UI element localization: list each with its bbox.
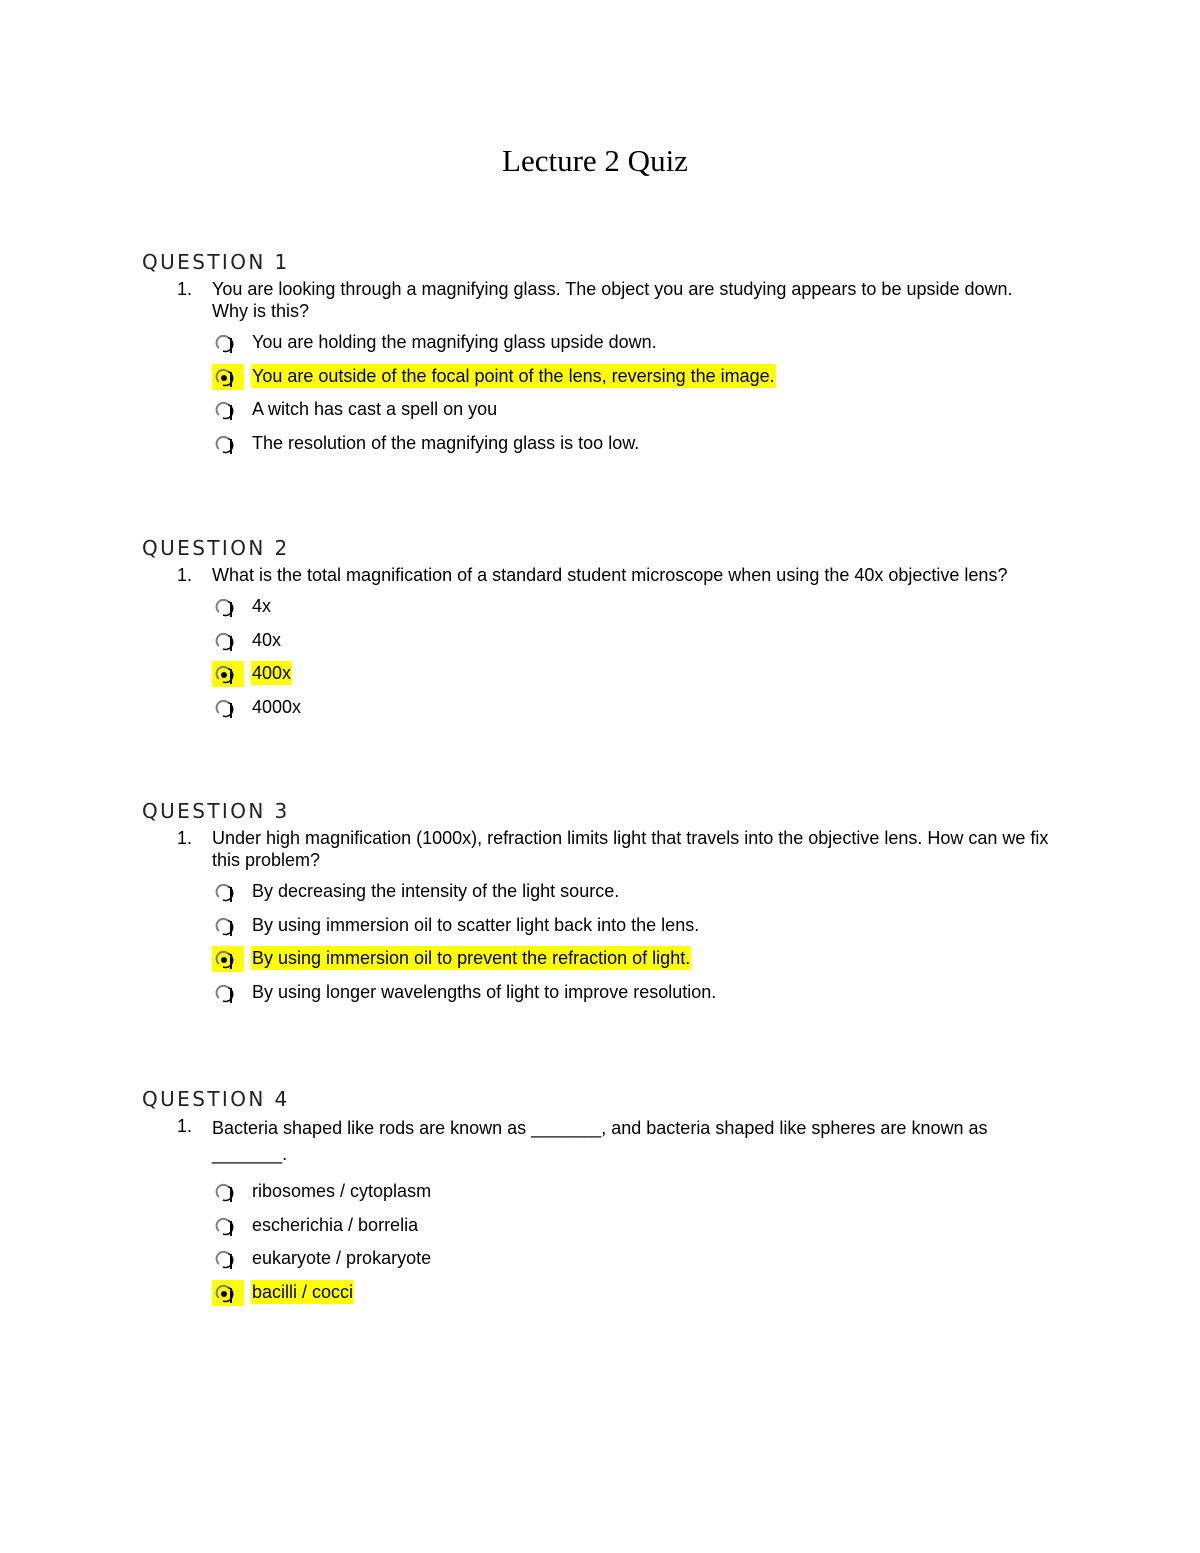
answer-options	[142, 330, 1082, 464]
radio-button[interactable]	[212, 1280, 244, 1306]
radio-button[interactable]	[212, 913, 244, 939]
question-number: 1.	[177, 1116, 193, 1136]
radio-button[interactable]	[212, 1213, 244, 1239]
answer-option[interactable]	[142, 330, 1082, 364]
answer-option[interactable]	[142, 628, 1082, 662]
radio-button[interactable]	[212, 594, 244, 620]
answer-option[interactable]	[142, 879, 1082, 913]
answer-option-label: By using longer wavelengths of light to improve resolution.	[252, 981, 717, 1002]
question-text: Under high magnification (1000x), refraction limits light that travels into the objective lens. How can we fix this problem?	[212, 828, 1049, 870]
answer-options	[142, 1179, 1082, 1313]
answer-option[interactable]	[142, 594, 1082, 628]
answer-option[interactable]	[142, 1179, 1082, 1213]
radio-button[interactable]	[212, 879, 244, 905]
page-title: Lecture 2 Quiz	[502, 143, 688, 178]
answer-option[interactable]	[142, 1246, 1082, 1280]
radio-selected-icon	[214, 1283, 238, 1305]
answer-option[interactable]	[142, 364, 1082, 398]
answer-option-label: 4000x	[252, 696, 302, 717]
radio-selected-icon	[214, 949, 238, 971]
answer-option[interactable]	[142, 1280, 1082, 1314]
radio-button[interactable]	[212, 980, 244, 1006]
radio-unselected-icon	[214, 400, 238, 422]
answer-option[interactable]	[142, 1213, 1082, 1247]
answer-options	[142, 879, 1082, 1013]
question-number: 1.	[177, 828, 193, 848]
answer-option[interactable]	[142, 695, 1082, 729]
question-number: 1.	[177, 279, 193, 299]
answer-option-label: 4x	[252, 596, 272, 616]
answer-option-label: A witch has cast a spell on you	[252, 399, 498, 419]
question-3	[142, 797, 1082, 1013]
radio-button[interactable]	[212, 431, 244, 457]
question-number: 1.	[177, 565, 193, 585]
radio-button[interactable]	[212, 1246, 244, 1272]
question-heading: QUESTION 4	[142, 1087, 290, 1111]
answer-option[interactable]	[142, 946, 1082, 980]
radio-unselected-icon	[214, 434, 238, 456]
radio-unselected-icon	[214, 983, 238, 1005]
radio-selected-icon	[214, 664, 238, 686]
question-heading: QUESTION 1	[142, 250, 290, 274]
answer-option[interactable]	[142, 397, 1082, 431]
answer-option-label: You are holding the magnifying glass upside down.	[252, 332, 657, 352]
question-prompt	[142, 278, 1082, 322]
question-text: You are looking through a magnifying glass. The object you are studying appears to be upside down. Why is this?	[212, 279, 1013, 321]
answer-option-label: 40x	[252, 629, 282, 650]
radio-unselected-icon	[214, 916, 238, 938]
radio-unselected-icon	[214, 698, 238, 720]
answer-option[interactable]	[142, 913, 1082, 947]
question-prompt	[142, 564, 1082, 586]
radio-button[interactable]	[212, 364, 244, 390]
answer-option[interactable]	[142, 431, 1082, 465]
radio-unselected-icon	[214, 1216, 238, 1238]
radio-button[interactable]	[212, 397, 244, 423]
question-text: Bacteria shaped like rods are known as _______, and bacteria shaped like spheres are known as _______.	[212, 1118, 988, 1164]
radio-unselected-icon	[214, 1249, 238, 1271]
radio-unselected-icon	[214, 882, 238, 904]
answer-option-label: eukaryote / prokaryote	[252, 1248, 432, 1268]
answer-option-label: By using immersion oil to scatter light back into the lens.	[252, 914, 700, 935]
answer-options	[142, 594, 1082, 728]
answer-option[interactable]	[142, 980, 1082, 1014]
radio-button[interactable]	[212, 695, 244, 721]
radio-button[interactable]	[212, 946, 244, 972]
radio-unselected-icon	[214, 333, 238, 355]
answer-option-label: By using immersion oil to prevent the refraction of light.	[252, 948, 691, 968]
question-text: What is the total magnification of a standard student microscope when using the 40x objective lens?	[212, 565, 1008, 585]
question-4	[142, 1085, 1082, 1313]
question-prompt	[142, 827, 1082, 871]
question-2	[142, 534, 1082, 728]
question-prompt	[142, 1115, 1082, 1167]
radio-button[interactable]	[212, 628, 244, 654]
answer-option-label: bacilli / cocci	[252, 1281, 354, 1302]
radio-selected-icon	[214, 367, 238, 389]
radio-button[interactable]	[212, 1179, 244, 1205]
radio-unselected-icon	[214, 1182, 238, 1204]
radio-unselected-icon	[214, 631, 238, 653]
answer-option-label: 400x	[252, 663, 292, 683]
answer-option-label: The resolution of the magnifying glass is too low.	[252, 432, 640, 453]
radio-unselected-icon	[214, 597, 238, 619]
question-heading: QUESTION 2	[142, 536, 290, 560]
question-1	[142, 248, 1082, 464]
answer-option-label: ribosomes / cytoplasm	[252, 1181, 432, 1201]
question-heading: QUESTION 3	[142, 799, 290, 823]
answer-option-label: You are outside of the focal point of the lens, reversing the image.	[252, 365, 775, 386]
answer-option[interactable]	[142, 661, 1082, 695]
radio-button[interactable]	[212, 661, 244, 687]
answer-option-label: escherichia / borrelia	[252, 1214, 419, 1235]
answer-option-label: By decreasing the intensity of the light source.	[252, 881, 620, 901]
radio-button[interactable]	[212, 330, 244, 356]
